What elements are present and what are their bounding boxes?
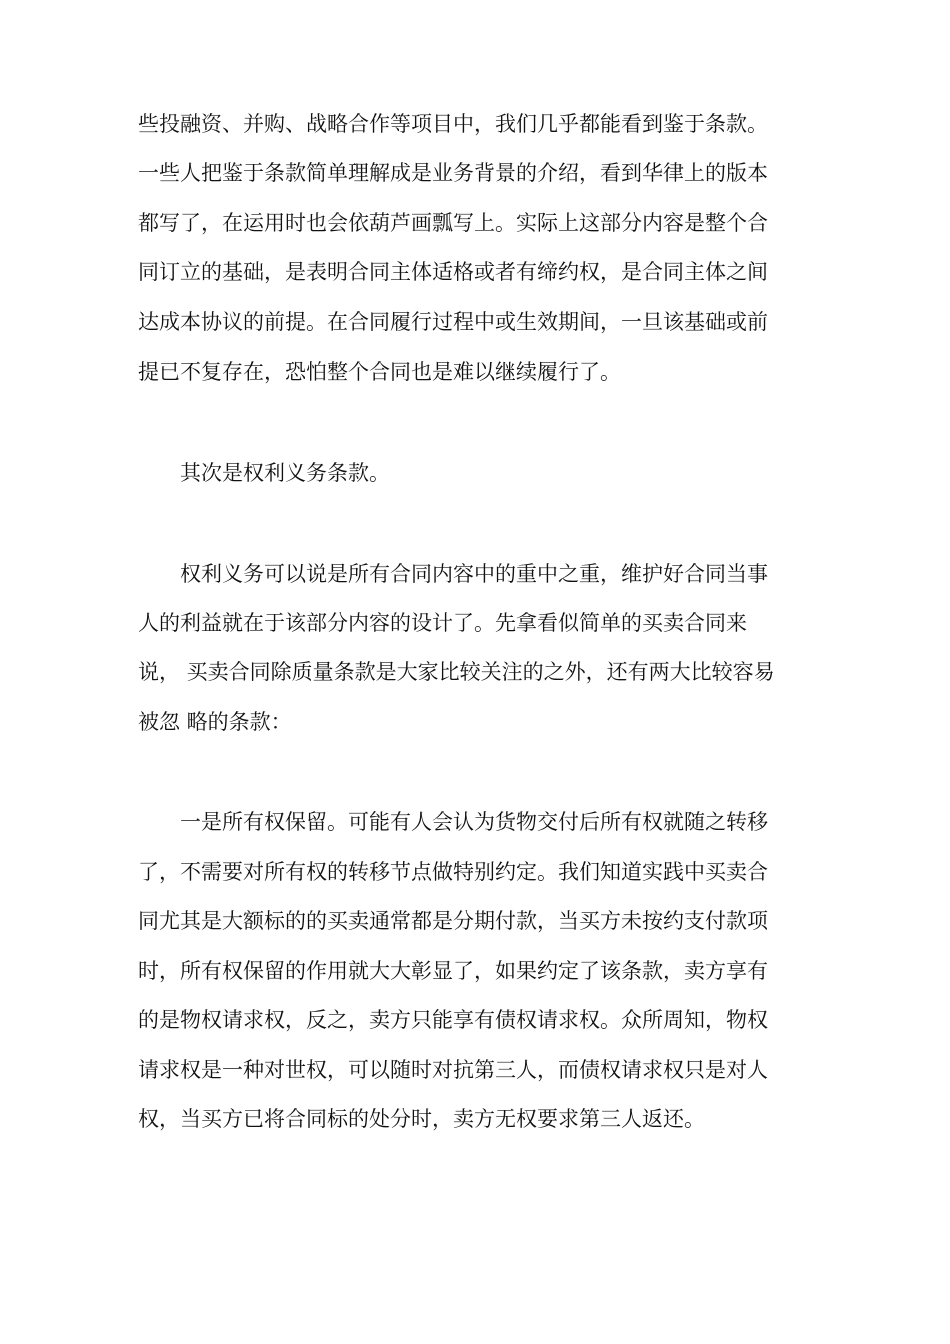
paragraph-4-line-5: 的是物权请求权，反之，卖方只能享有债权请求权。众所周知，物权	[138, 1008, 768, 1032]
paragraph-4-line-6: 请求权是一种对世权，可以随时对抗第三人，而债权请求权只是对人	[138, 1058, 768, 1082]
paragraph-4-line-7: 权，当买方已将合同标的处分时，卖方无权要求第三人返还。	[138, 1107, 705, 1131]
paragraph-4-line-2: 了，不需要对所有权的转移节点做特别约定。我们知道实践中买卖合	[138, 860, 768, 884]
paragraph-4-line-3: 同尤其是大额标的的买卖通常都是分期付款，当买方未按约支付款项	[138, 909, 768, 933]
paragraph-4-line-1: 一是所有权保留。可能有人会认为货物交付后所有权就随之转移	[180, 810, 768, 834]
paragraph-3-line-1: 权利义务可以说是所有合同内容中的重中之重，维护好合同当事	[180, 562, 768, 586]
paragraph-3-line-3: 说， 买卖合同除质量条款是大家比较关注的之外，还有两大比较容易	[138, 660, 775, 684]
paragraph-2-line-1: 其次是权利义务条款。	[180, 461, 390, 485]
paragraph-1-line-5: 达成本协议的前提。在合同履行过程中或生效期间，一旦该基础或前	[138, 310, 768, 334]
paragraph-3-line-2: 人的利益就在于该部分内容的设计了。先拿看似简单的买卖合同来	[138, 611, 747, 635]
paragraph-1-line-6: 提已不复存在，恐怕整个合同也是难以继续履行了。	[138, 360, 621, 384]
paragraph-1-line-1: 些投融资、并购、战略合作等项目中，我们几乎都能看到鉴于条款。	[138, 112, 768, 136]
paragraph-3-line-4: 被忽 略的条款：	[138, 710, 292, 734]
paragraph-1-line-4: 同订立的基础，是表明合同主体适格或者有缔约权，是合同主体之间	[138, 260, 768, 284]
paragraph-1-line-2: 一些人把鉴于条款简单理解成是业务背景的介绍，看到华律上的版本	[138, 161, 768, 185]
paragraph-1-line-3: 都写了，在运用时也会依葫芦画瓢写上。实际上这部分内容是整个合	[138, 211, 768, 235]
paragraph-4-line-4: 时，所有权保留的作用就大大彰显了，如果约定了该条款，卖方享有	[138, 959, 768, 983]
